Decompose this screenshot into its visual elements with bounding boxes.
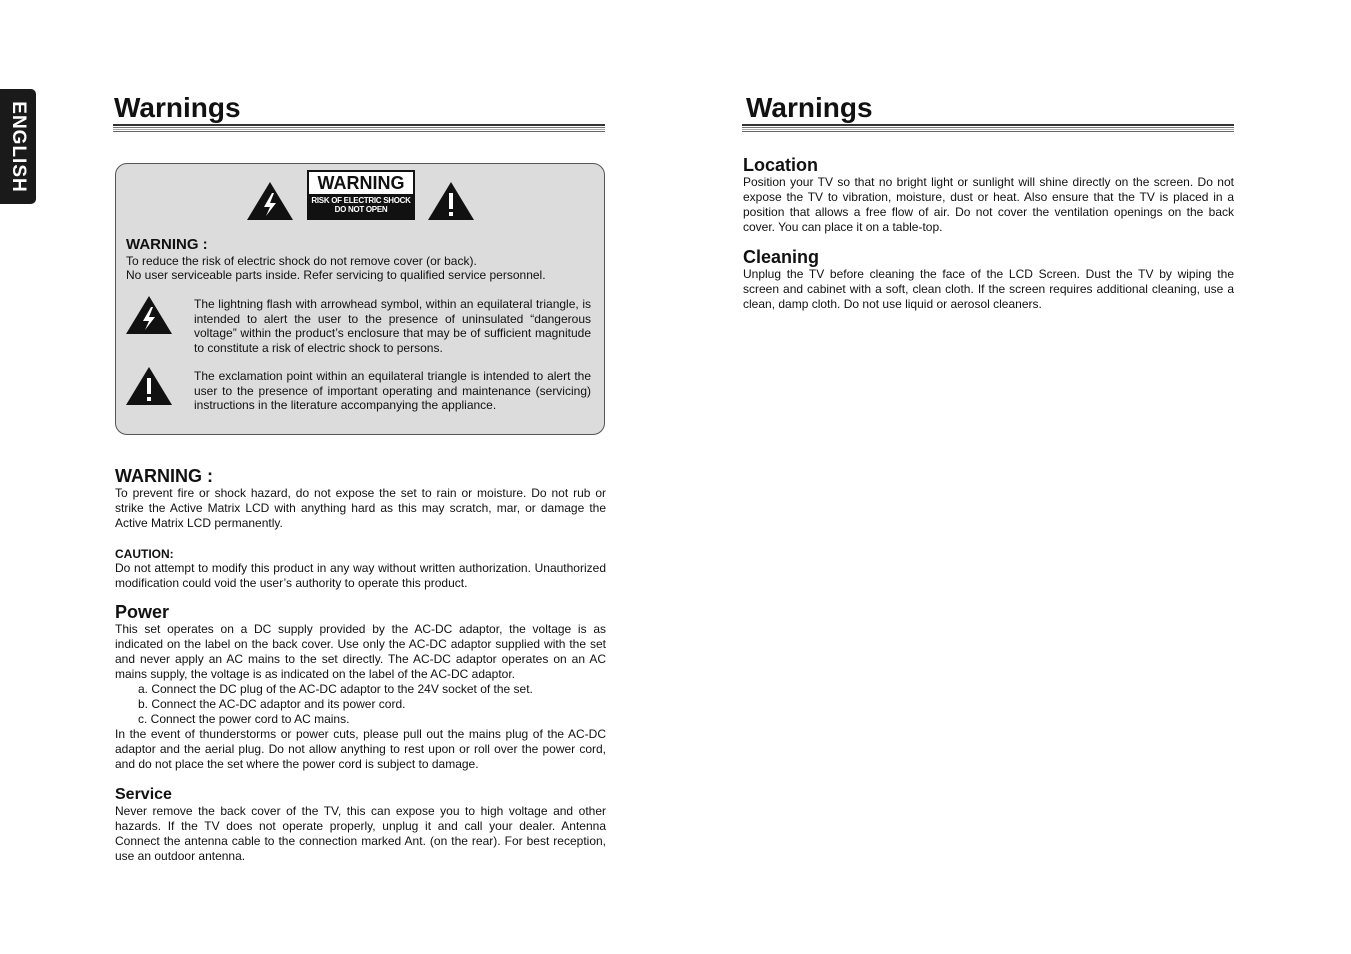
exclamation-triangle-icon <box>125 366 173 406</box>
box-warning-heading: WARNING : <box>126 236 208 253</box>
cleaning-section <box>743 247 1234 312</box>
warning-label-line1: RISK OF ELECTRIC SHOCK <box>311 196 411 205</box>
power-text-2: In the event of thunderstorms or power cuts, please pull out the mains plug of the AC-DC adaptor and the aerial plug. Do not allow anything to rest upon or roll over the power cord, and do not place the set where the power cord is subject to damage. <box>115 727 606 771</box>
power-section <box>115 602 606 772</box>
lightning-triangle-icon <box>246 181 294 221</box>
location-heading: Location <box>743 155 818 175</box>
warning-label-heading: WARNING <box>309 172 413 194</box>
left-page-title: Warnings <box>114 92 241 123</box>
power-heading: Power <box>115 602 170 622</box>
caution-heading: CAUTION: <box>115 547 174 561</box>
cleaning-heading: Cleaning <box>743 247 820 267</box>
power-step: a. Connect the DC plug of the AC-DC adaptor to the 24V socket of the set. <box>138 682 533 696</box>
warning-heading: WARNING : <box>115 466 213 486</box>
warning-label-line2: DO NOT OPEN <box>334 205 388 214</box>
right-title-rule <box>742 124 1234 133</box>
warning-section <box>115 466 606 531</box>
caution-section <box>115 547 606 591</box>
lightning-triangle-icon <box>125 295 173 335</box>
power-step: b. Connect the AC-DC adaptor and its power cord. <box>138 697 406 711</box>
exclamation-triangle-icon <box>427 181 475 221</box>
warning-label-box <box>307 170 415 220</box>
power-text: This set operates on a DC supply provided by the AC-DC adaptor, the voltage is as indicated on the label on the back cover. Use only the AC-DC adaptor supplied with the set and never apply an AC mains to the set directly. The AC-DC adaptor operates on an AC mains supply, the voltage is as indicated on the label of the AC-DC adaptor. <box>115 622 606 681</box>
right-page-title: Warnings <box>746 92 873 123</box>
box-warning-line1: To reduce the risk of electric shock do not remove cover (or back). <box>126 254 477 268</box>
cleaning-text: Unplug the TV before cleaning the face of the LCD Screen. Dust the TV by wiping the screen and cabinet with a soft, clean cloth. If the screen requires additional cleaning, use a clean, damp cloth. Do not use liquid or aerosol cleaners. <box>743 267 1234 311</box>
power-step: c. Connect the power cord to AC mains. <box>138 712 350 726</box>
language-tab <box>0 89 36 204</box>
language-tab-label: ENGLISH <box>8 100 29 193</box>
warning-label-subtext <box>308 196 414 214</box>
exclamation-symbol-description: The exclamation point within an equilateral triangle is intended to alert the user to the presence of important operating and maintenance (servicing) instructions in the literature accompanying the appliance. <box>194 369 591 412</box>
service-section <box>115 786 606 864</box>
warning-box <box>115 163 605 435</box>
warning-text: To prevent fire or shock hazard, do not expose the set to rain or moisture. Do not rub or strike the Active Matrix LCD with anything hard as this may scratch, mar, or damage the Active Matrix LCD permanently. <box>115 486 606 530</box>
location-text: Position your TV so that no bright light or sunlight will shine directly on the screen. Do not expose the TV to vibration, moisture, dust or heat. Also ensure that the TV is placed in a position that allows a free flow of air. Do not cover the ventilation openings on the back cover. You can place it on a table-top. <box>743 175 1234 234</box>
lightning-symbol-description: The lightning flash with arrowhead symbol, within an equilateral triangle, is intended to alert the user to the presence of uninsulated “dangerous voltage” within the product’s enclosure that may be of sufficient magnitude to constitute a risk of electric shock to persons. <box>194 297 591 355</box>
service-text: Never remove the back cover of the TV, this can expose you to high voltage and other hazards. If the TV does not operate properly, unplug it and call your dealer. Antenna Connect the antenna cable to the connection marked Ant. (on the rear). For best reception, use an outdoor antenna. <box>115 804 606 863</box>
left-title-rule <box>113 124 605 133</box>
box-warning-line2: No user serviceable parts inside. Refer servicing to qualified service personnel. <box>126 268 546 282</box>
service-heading: Service <box>115 786 172 803</box>
location-section <box>743 155 1234 235</box>
caution-text: Do not attempt to modify this product in any way without written authorization. Unauthorized modification could void the user’s authority to operate this product. <box>115 561 606 590</box>
